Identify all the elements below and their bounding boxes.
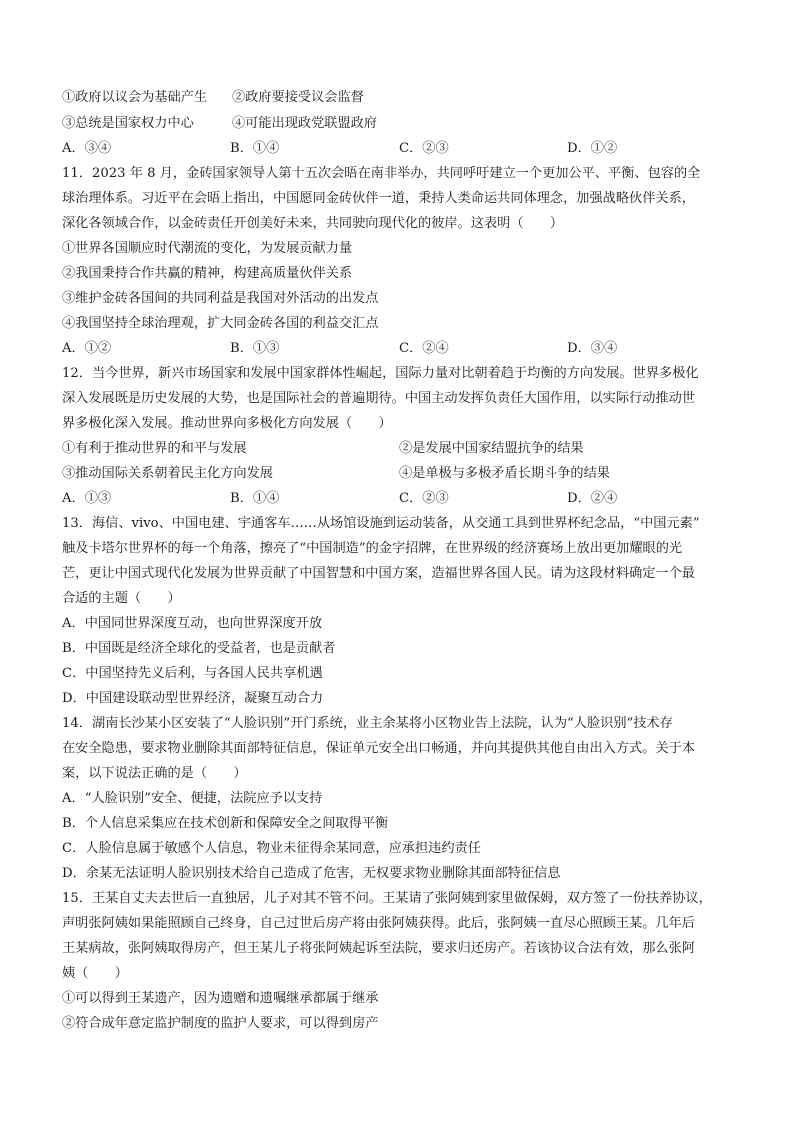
q12-option-a: A．①③: [62, 491, 112, 506]
q11-statement-3: ③维护金砖各国间的共同利益是我国对外活动的出发点: [62, 291, 379, 306]
q14-option-d: D．余某无法证明人脸识别技术给自己造成了危害，无权要求物业删除其面部特征信息: [62, 866, 561, 881]
q10-option-b: B．①④: [230, 141, 280, 156]
q14-stem-line-2: 在安全隐患，要求物业删除其面部特征信息，保证单元安全出口畅通，并向其提供其他自由出入方式。关于本: [62, 741, 695, 756]
q12-option-b: B．①④: [230, 491, 280, 506]
q11-option-b: B．①③: [230, 341, 280, 356]
q13-stem-line-4: 合适的主题（ ）: [62, 591, 181, 606]
q12-option-c: C．②③: [399, 491, 449, 506]
q10-statement-1: ①政府以议会为基础产生: [62, 90, 208, 105]
q11-option-d: D．③④: [567, 341, 618, 356]
q12-statement-3: ③推动国际关系朝着民主化方向发展: [62, 466, 273, 481]
q10-statement-2: ②政府要接受议会监督: [232, 90, 364, 105]
q11-option-c: C．②④: [399, 341, 449, 356]
q15-stem-line-1: 15．王某自丈夫去世后一直独居，儿子对其不管不问。王某请了张阿姨到家里做保姆，双方签了一份扶养协议，: [62, 891, 712, 906]
q11-statement-2: ②我国秉持合作共赢的精神，构建高质量伙伴关系: [62, 266, 353, 281]
q10-option-a: A．③④: [62, 141, 112, 156]
q10-statement-4: ④可能出现政党联盟政府: [232, 116, 378, 131]
q13-option-d: D．中国建设联动型世界经济，凝聚互动合力: [62, 691, 324, 706]
q10-option-c: C．②③: [399, 141, 449, 156]
q11-option-a: A．①②: [62, 341, 112, 356]
q13-option-b: B．中国既是经济全球化的受益者，也是贡献者: [62, 641, 336, 656]
q12-stem-line-2: 深入发展既是历史发展的大势，也是国际社会的普遍期待。中国主动发挥负责任大国作用，以实际行动推动世: [62, 391, 695, 406]
q12-statement-2: ②是发展中国家结盟抗争的结果: [399, 441, 584, 456]
q13-stem-line-1: 13．海信、vivo、中国电建、宇通客车……从场馆设施到运动装备，从交通工具到世界杯纪念品，“中国元素”: [62, 516, 700, 531]
q14-option-b: B．个人信息采集应在技术创新和保障安全之间取得平衡: [62, 816, 389, 831]
q13-option-c: C．中国坚持先义后利，与各国人民共享机遇: [62, 666, 323, 681]
q12-option-d: D．②④: [567, 491, 618, 506]
q11-statement-1: ①世界各国顺应时代潮流的变化，为发展贡献力量: [62, 241, 353, 256]
q13-stem-line-3: 芒，更让中国式现代化发展为世界贡献了中国智慧和中国方案，造福世界各国人民。请为这段材料确定一个最: [62, 566, 695, 581]
q15-statement-2: ②符合成年意定监护制度的监护人要求，可以得到房产: [62, 1016, 379, 1031]
q13-stem-line-2: 触及卡塔尔世界杯的每一个角落，擦亮了“中国制造”的金字招牌，在世界级的经济赛场上放出更加耀眼的光: [62, 541, 683, 556]
q14-option-a: A．“人脸识别”安全、便捷，法院应予以支持: [62, 791, 323, 806]
q15-statement-1: ①可以得到王某遗产，因为遗赠和遗嘱继承都属于继承: [62, 991, 379, 1006]
q14-stem-line-3: 案，以下说法正确的是（ ）: [62, 766, 247, 781]
q14-stem-line-1: 14．湖南长沙某小区安装了“人脸识别”开门系统，业主余某将小区物业告上法院，认为“人脸识别”技术存: [62, 716, 673, 731]
q11-stem-line-1: 11．2023 年 8 月，金砖国家领导人第十五次会晤在南非举办，共同呼吁建立一个更加公平、平衡、包容的全: [62, 166, 701, 181]
q15-stem-line-2: 声明张阿姨如果能照顾自己终身，自己过世后房产将由张阿姨获得。此后，张阿姨一直尽心照顾王某。几年后: [62, 916, 695, 931]
q12-stem-line-3: 界多极化深入发展。推动世界向多极化方向发展（ ）: [62, 416, 392, 431]
q11-stem-line-2: 球治理体系。习近平在会晤上指出，中国愿同金砖伙伴一道，秉持人类命运共同体理念，加强战略伙伴关系，: [62, 191, 695, 206]
q11-stem-line-3: 深化各领域合作，以金砖责任开创美好未来，共同驶向现代化的彼岸。这表明（ ）: [62, 216, 564, 231]
q14-option-c: C．人脸信息属于敏感个人信息，物业未征得余某同意，应承担违约责任: [62, 841, 481, 856]
q12-stem-line-1: 12．当今世界，新兴市场国家和发展中国家群体性崛起，国际力量对比朝着趋于均衡的方向发展。世界多极化: [62, 366, 699, 381]
q10-statement-3: ③总统是国家权力中心: [62, 116, 194, 131]
q10-option-d: D．①②: [567, 141, 618, 156]
q15-stem-line-3: 王某病故，张阿姨取得房产，但王某儿子将张阿姨起诉至法院，要求归还房产。若该协议合法有效，那么张阿: [62, 941, 695, 956]
q13-option-a: A．中国同世界深度互动，也向世界深度开放: [62, 616, 323, 631]
q15-stem-line-4: 姨（ ）: [62, 966, 128, 981]
q11-statement-4: ④我国坚持全球治理观，扩大同金砖各国的利益交汇点: [62, 316, 379, 331]
q12-statement-1: ①有利于推动世界的和平与发展: [62, 441, 247, 456]
q12-statement-4: ④是单极与多极矛盾长期斗争的结果: [399, 466, 610, 481]
